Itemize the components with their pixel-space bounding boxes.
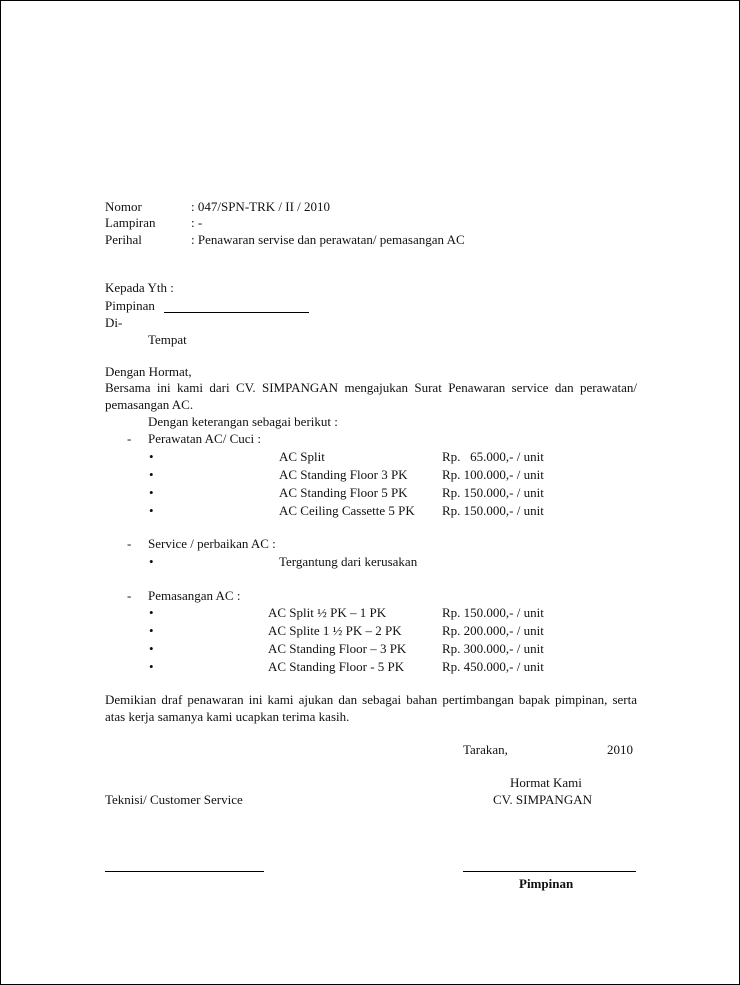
cuci-item-name: AC Ceiling Cassette 5 PK <box>279 503 415 518</box>
tempat-label: Tempat <box>148 332 187 347</box>
dash-cuci: - <box>127 431 132 446</box>
cuci-title: Perawatan AC/ Cuci : <box>148 431 262 446</box>
company-name: CV. SIMPANGAN <box>493 792 592 807</box>
bullet: • <box>149 659 154 674</box>
pasang-item-price: Rp. 300.000,- / unit <box>442 641 544 656</box>
year-label: 2010 <box>607 742 633 757</box>
dash-service: - <box>127 536 132 551</box>
pasang-item-price: Rp. 150.000,- / unit <box>442 605 544 620</box>
cuci-item-price: Rp. 150.000,- / unit <box>442 503 544 518</box>
pasang-item-price: Rp. 200.000,- / unit <box>442 623 544 638</box>
perihal-value: : Penawaran servise dan perawatan/ pemasangan AC <box>191 232 465 247</box>
left-signer-title: Teknisi/ Customer Service <box>105 792 243 807</box>
pasang-item-name: AC Splite 1 ½ PK – 2 PK <box>268 623 402 638</box>
salutation: Dengan Hormat, <box>105 364 192 379</box>
closing-paragraph: Demikian draf penawaran ini kami ajukan dan sebagai bahan pertimbangan bapak pimpinan, serta atas kerja samanya kami ucapkan terima kasih. <box>105 692 637 724</box>
bullet: • <box>149 605 154 620</box>
perihal-label: Perihal <box>105 232 142 247</box>
pimpinan-blank-line <box>164 312 309 313</box>
bullet: • <box>149 449 154 464</box>
nomor-value: : 047/SPN-TRK / II / 2010 <box>191 199 331 214</box>
lampiran-label: Lampiran <box>105 215 156 230</box>
pimpinan-label: Pimpinan <box>105 298 155 313</box>
bullet: • <box>149 467 154 482</box>
pasang-item-price: Rp. 450.000,- / unit <box>442 659 544 674</box>
pasang-item-name: AC Standing Floor - 5 PK <box>268 659 405 674</box>
opening-paragraph: Bersama ini kami dari CV. SIMPANGAN mengajukan Surat Penawaran service dan perawatan/ pemasangan AC. <box>105 380 637 412</box>
kepada-yth: Kepada Yth : <box>105 280 174 295</box>
lampiran-value: : - <box>191 215 203 230</box>
service-title: Service / perbaikan AC : <box>148 536 276 551</box>
bullet: • <box>149 641 154 656</box>
city-label: Tarakan, <box>463 742 508 757</box>
pasang-title: Pemasangan AC : <box>148 588 241 603</box>
bullet: • <box>149 554 154 569</box>
pasang-item-name: AC Split ½ PK – 1 PK <box>268 605 387 620</box>
dash-pasang: - <box>127 588 132 603</box>
service-item-name: Tergantung dari kerusakan <box>279 554 418 569</box>
cuci-item-price: Rp. 150.000,- / unit <box>442 485 544 500</box>
cuci-item-price: Rp. 65.000,- / unit <box>442 449 544 464</box>
di-label: Di- <box>105 315 123 330</box>
pasang-item-name: AC Standing Floor – 3 PK <box>268 641 407 656</box>
bullet: • <box>149 503 154 518</box>
bullet: • <box>149 485 154 500</box>
right-signature-line <box>463 871 636 872</box>
nomor-label: Nomor <box>105 199 142 214</box>
cuci-item-price: Rp. 100.000,- / unit <box>442 467 544 482</box>
cuci-item-name: AC Standing Floor 3 PK <box>279 467 408 482</box>
bullet: • <box>149 623 154 638</box>
cuci-item-name: AC Split <box>279 449 325 464</box>
cuci-item-name: AC Standing Floor 5 PK <box>279 485 408 500</box>
left-signature-line <box>105 871 264 872</box>
hormat-kami: Hormat Kami <box>510 775 582 790</box>
right-signer-title: Pimpinan <box>519 876 574 891</box>
intro-line: Dengan keterangan sebagai berikut : <box>148 414 338 429</box>
